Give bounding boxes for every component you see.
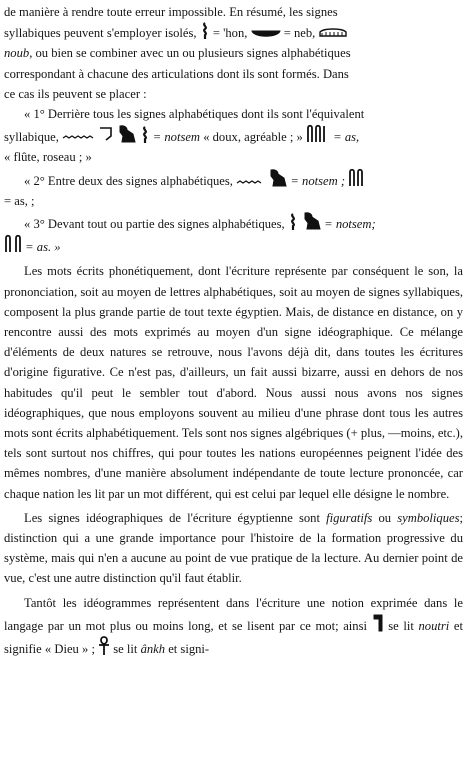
twisted-flax-hieroglyph-icon: [200, 22, 210, 40]
vulture-hieroglyph-icon: [301, 211, 321, 231]
text-line: [4, 22, 463, 43]
text-line: [4, 234, 463, 257]
text-span: « 3° Devant tout ou partie des signes alphabétiques,: [24, 217, 285, 232]
vulture-hieroglyph-icon: [267, 168, 287, 188]
text-span: syllabiques peuvent s'employer isolés,: [4, 26, 197, 41]
text-line: [4, 124, 463, 147]
text-span: noub: [4, 46, 30, 61]
text-span: , ou bien se combiner avec un ou plusieurs signes alphabétiques: [29, 46, 351, 61]
text-span: ; distinction qui a une grande importance pour l'histoire de la formation progressive du système, mais qui n'en a aucune au point de vue pratique de la lecture. Au dernier point de vue, c'est une autre distinction qu'il faut établir.: [4, 510, 464, 586]
water-ripple-hieroglyph-icon: [62, 126, 96, 144]
text-line: [4, 147, 463, 167]
text-span: correspondant à chacune des articulations dont ils sont formés. Dans: [4, 66, 349, 81]
reed-hieroglyph-icon: [306, 124, 330, 144]
flag-hieroglyph-icon: [372, 613, 384, 633]
basket-hieroglyph-icon: [251, 28, 281, 40]
paragraph: [4, 508, 463, 589]
text-line: [4, 211, 463, 234]
text-span: ou: [372, 510, 398, 525]
text-span: ce cas ils peuvent se placer :: [4, 86, 147, 101]
text-span: se lit: [113, 642, 141, 657]
text-span: Les mots écrits phonétiquement, dont l'écriture représente par conséquent le son, la prononciation, soit au moyen de lettres alphabétiques, soit au moyen de signes syllabiques, composent la plus grande partie de tout texte égyptien. Mais, de distance en distance, on y rencontre aussi des mots exprimés au moyen d'un signe idéographique. Ce mélange d'éléments de deux natures se retrouve, nous l'avons déjà dit, dans toutes les écritures d'origine figurative. Ce n'est pas, d'ailleurs, un fait aussi bizarre, aussi en dehors de nos habitudes qu'il peut le sembler tout d'abord. Nous aussi nous avons nos signes idéographiques, que nous employons souvent au milieu d'une phrase dont tous les autres mots sont écrits alphabétiquement. Tels sont nos signes algébriques (+ plus, —moins, etc.), tels sont surtout nos chiffres, qui pour toutes les nations européennes peignent l'idée des mêmes nombres, d'une manière absolument indépendante de toute lecture prononcée, car chaque nation les lit par un mot différent, qui est celui par lequel elle désigne le nombre.: [4, 264, 463, 501]
text-line: [4, 168, 463, 191]
twisted-flax-hieroglyph-icon: [140, 126, 150, 144]
text-span: = as, ;: [4, 193, 35, 208]
text-line: [4, 64, 463, 84]
text-span: ânkh: [140, 642, 166, 657]
text-span: = notsem;: [324, 217, 376, 232]
text-span: syllabique,: [4, 130, 59, 145]
paragraph: [4, 593, 463, 660]
text-line: [4, 104, 463, 124]
text-line: [4, 84, 463, 104]
text-span: et signifie « Dieu » ;: [4, 618, 463, 657]
reed-hieroglyph-icon: [4, 234, 22, 254]
text-span: et signi-: [165, 642, 210, 657]
twisted-flax-hieroglyph-icon: [288, 213, 298, 231]
text-span: de manière à rendre toute erreur impossible. En résumé, les signes: [4, 5, 338, 19]
text-span: symboliques: [397, 510, 460, 525]
text-line: [4, 43, 463, 63]
reed-hieroglyph-icon: [348, 168, 368, 188]
vulture-hieroglyph-icon: [116, 124, 136, 144]
text-line: [4, 191, 463, 211]
text-span: « 1° Derrière tous les signes alphabétiques dont ils sont l'équivalent: [24, 107, 365, 122]
ankh-hieroglyph-icon: [98, 636, 110, 656]
text-span: noutri: [418, 618, 450, 633]
text-span: « 2° Entre deux des signes alphabétiques,: [24, 173, 233, 188]
paragraph: [4, 261, 463, 503]
text-span: = neb,: [283, 26, 316, 41]
text-span: = notsem: [152, 130, 201, 145]
text-span: Les signes idéographiques de l'écriture égyptienne sont: [24, 510, 327, 525]
text-span: = 'hon,: [212, 26, 248, 41]
text-span: figuratifs: [326, 510, 373, 525]
text-span: = as,: [333, 130, 360, 145]
text-span: = as. »: [25, 240, 61, 255]
water-ripple-hieroglyph-icon: [236, 172, 264, 188]
text-span: « doux, agréable ; »: [203, 130, 303, 145]
bolt-hieroglyph-icon: [99, 126, 113, 144]
text-span: Tantôt les idéogrammes représentent dans l'écriture une notion exprimée dans le langage par un mot plus ou moins long, et se lisent par ce mot; ainsi: [4, 595, 463, 633]
collar-hieroglyph-icon: [318, 28, 348, 40]
text-span: = notsem ;: [290, 173, 346, 188]
text-line: [4, 2, 463, 22]
text-span: se lit: [388, 618, 419, 633]
text-span: « flûte, roseau ; »: [4, 150, 92, 165]
